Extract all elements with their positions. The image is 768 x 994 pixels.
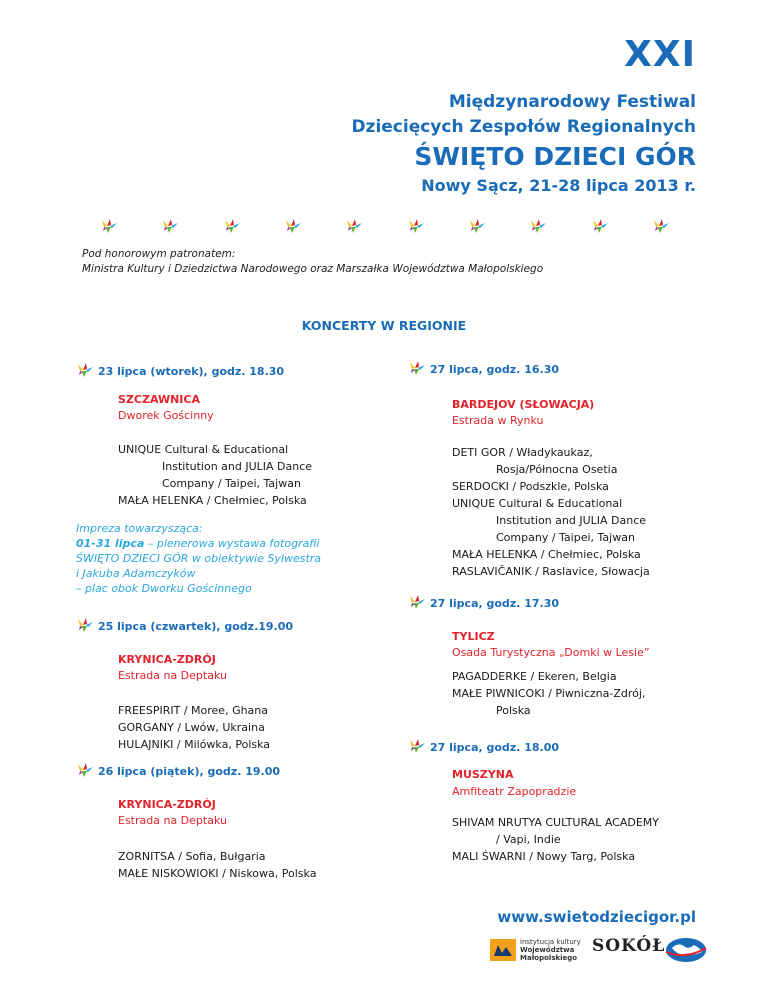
side-event <box>76 521 321 596</box>
side-event-line: – plac obok Dworku Gościnnego <box>76 582 252 595</box>
act-line: MAŁE NISKOWIOKI / Niskowa, Polska <box>118 867 317 880</box>
bird-icon <box>100 218 118 234</box>
event-date <box>76 362 284 378</box>
act-line: RASLAVIČANIK / Raslavice, Słowacja <box>452 565 650 578</box>
event-date-text: 27 lipca, godz. 18.00 <box>430 741 560 754</box>
event-acts <box>118 702 270 753</box>
event-place: KRYNICA-ZDRÓJ <box>118 653 216 666</box>
event-acts <box>118 848 316 882</box>
bird-icon <box>408 594 426 610</box>
act-line: Institution and JULIA Dance <box>496 514 647 527</box>
act-line: / Vapi, Indie <box>496 833 561 846</box>
patronage-label: Pod honorowym patronatem: <box>82 248 236 260</box>
bird-icon <box>591 218 609 234</box>
act-line: UNIQUE Cultural & Educational <box>452 497 623 510</box>
event-date-text: 26 lipca (piątek), godz. 19.00 <box>98 765 280 778</box>
event-place: TYLICZ <box>452 630 495 643</box>
bird-icon <box>468 218 486 234</box>
bird-icon <box>345 218 363 234</box>
event-date-text: 25 lipca (czwartek), godz.19.00 <box>98 620 294 633</box>
section-title: KONCERTY W REGIONIE <box>301 318 467 333</box>
edition-number: XXI <box>624 34 696 75</box>
event-date <box>408 360 559 376</box>
event-acts <box>452 444 650 580</box>
event-date <box>76 617 293 633</box>
bird-icon <box>76 617 94 633</box>
side-event-desc: – plenerowa wystawa fotografii <box>144 537 320 550</box>
act-line: DETI GOR / Władykaukaz, <box>452 446 593 459</box>
act-line: SHIVAM NRUTYA CULTURAL ACADEMY <box>452 816 659 829</box>
act-line: Polska <box>496 704 531 717</box>
festival-place-date: Nowy Sącz, 21-28 lipca 2013 r. <box>421 176 696 195</box>
bird-icon <box>529 218 547 234</box>
mcc-logo-text: Województwa <box>520 946 575 954</box>
event-acts <box>452 668 645 719</box>
act-line: HULAJNIKI / Milówka, Polska <box>118 738 271 751</box>
side-event-line <box>76 536 321 551</box>
festival-name: ŚWIĘTO DZIECI GÓR <box>414 142 696 171</box>
act-line: Rosja/Północna Osetia <box>496 463 618 476</box>
event-date <box>76 762 280 778</box>
globe-logo-icon <box>664 936 708 964</box>
act-line: FREESPIRIT / Moree, Ghana <box>118 704 269 717</box>
bird-icon <box>408 738 426 754</box>
act-line: Company / Taipei, Tajwan <box>162 477 301 490</box>
bird-icon <box>407 218 425 234</box>
bird-icon <box>76 762 94 778</box>
event-acts <box>452 814 659 865</box>
decorative-bird-row <box>100 218 670 234</box>
event-venue: Amfiteatr Zapopradzie <box>452 785 577 798</box>
event-place: MUSZYNA <box>452 768 514 781</box>
mcc-logo-icon <box>490 939 516 961</box>
side-event-line: i Jakuba Adamczyków <box>76 567 196 580</box>
act-line: MALI ŚWARNI / Nowy Targ, Polska <box>452 850 636 863</box>
logo-sokol: SOKÓŁ <box>592 936 666 956</box>
event-date-text: 27 lipca, godz. 17.30 <box>430 597 560 610</box>
logo-mcc <box>490 938 581 962</box>
act-line: MAŁE PIWNICOKI / Piwniczna-Zdrój, <box>452 687 646 700</box>
event-date <box>408 738 559 754</box>
side-event-label: Impreza towarzysząca: <box>76 522 203 535</box>
side-event-dates: 01-31 lipca <box>76 537 145 550</box>
festival-title-line1: Międzynarodowy Festiwal <box>448 92 696 112</box>
act-line: Company / Taipei, Tajwan <box>496 531 635 544</box>
event-place: SZCZAWNICA <box>118 393 200 406</box>
bird-icon <box>652 218 670 234</box>
event-date <box>408 594 559 610</box>
act-line: MAŁA HELENKA / Chełmiec, Polska <box>452 548 641 561</box>
event-venue: Estrada na Deptaku <box>118 669 227 682</box>
event-venue: Dworek Gościnny <box>118 409 214 422</box>
event-date-text: 23 lipca (wtorek), godz. 18.30 <box>98 365 285 378</box>
act-line: PAGADDERKE / Ekeren, Belgia <box>452 670 617 683</box>
bird-icon <box>223 218 241 234</box>
event-place: KRYNICA-ZDRÓJ <box>118 798 216 811</box>
act-line: SERDOCKI / Podszkle, Polska <box>452 480 609 493</box>
act-line: ZORNITSA / Sofia, Bułgaria <box>118 850 266 863</box>
event-place: BARDEJOV (SŁOWACJA) <box>452 398 595 411</box>
bird-icon <box>408 360 426 376</box>
event-venue: Estrada w Rynku <box>452 414 544 427</box>
event-venue: Estrada na Deptaku <box>118 814 227 827</box>
act-line: Institution and JULIA Dance <box>162 460 313 473</box>
act-line: UNIQUE Cultural & Educational <box>118 443 289 456</box>
festival-title-line2: Dziecięcych Zespołów Regionalnych <box>351 117 696 137</box>
event-venue: Osada Turystyczna „Domki w Lesie” <box>452 646 650 659</box>
event-date-text: 27 lipca, godz. 16.30 <box>430 363 560 376</box>
side-event-line: ŚWIĘTO DZIECI GÓR w obiektywie Sylwestra <box>76 552 322 565</box>
bird-icon <box>161 218 179 234</box>
bird-icon <box>284 218 302 234</box>
mcc-logo-text: instytucja kultury <box>520 938 581 946</box>
act-line: GORGANY / Lwów, Ukraina <box>118 721 265 734</box>
website-link[interactable]: www.swietodziecigor.pl <box>497 908 696 926</box>
patronage-text: Ministra Kultury i Dziedzictwa Narodowego oraz Marszałka Województwa Małopolskiego <box>82 263 544 275</box>
event-acts <box>118 441 312 509</box>
act-line: MAŁA HELENKA / Chełmiec, Polska <box>118 494 307 507</box>
mcc-logo-text: Małopolskiego <box>520 954 578 962</box>
bird-icon <box>76 362 94 378</box>
